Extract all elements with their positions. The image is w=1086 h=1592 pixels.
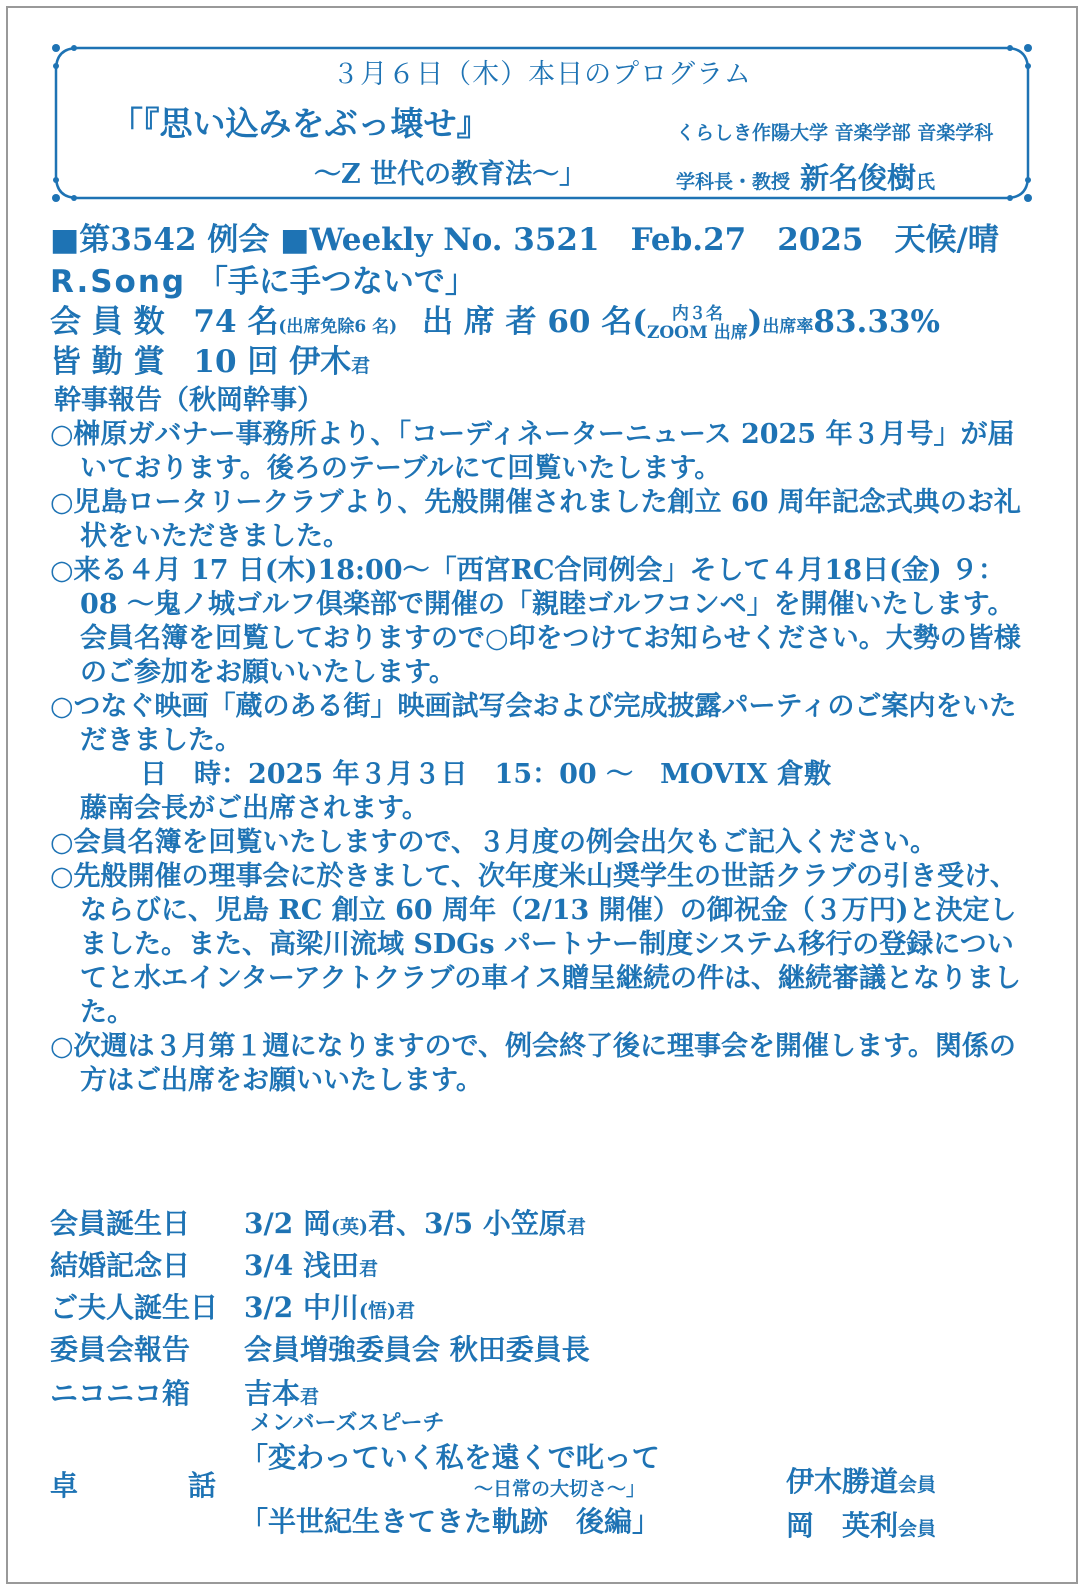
- spouse-birthday-value: [244, 1286, 415, 1326]
- attendees-note: [647, 305, 748, 343]
- niconico-honorific: 君: [300, 1386, 320, 1408]
- perfect-label: 皆 勤 賞: [50, 344, 165, 380]
- speaker-position: 学科長・教授: [676, 171, 791, 193]
- birthday-text: 3/2 岡: [244, 1207, 331, 1240]
- speech-subtitle: ～Z 世代の教育法～」: [314, 159, 587, 190]
- talk-speaker-2-honorific: 会員: [898, 1518, 937, 1540]
- members-value: 74 名: [193, 304, 279, 340]
- members-note: (出席免除6 名): [278, 317, 398, 337]
- song-label: R.Song: [50, 264, 187, 300]
- members-label: 会 員 数: [50, 304, 165, 340]
- niconico-label: ニコニコ箱: [50, 1377, 191, 1410]
- speaker-line: [676, 156, 935, 197]
- rate-label: 出席率: [762, 317, 814, 337]
- program-frame: [48, 40, 1036, 206]
- report-item: ○来る４月 17 日(木)18:00～「西宮RC合同例会」そして４月18日(金) ９：08 ～鬼ノ城ゴルフ倶楽部で開催の「親睦ゴルフコンペ」を開催いたします。会員名簿を回覧しておりますので○印をつけてお知らせください。大勢の皆様のご参加をお願いいたします。: [50, 555, 1021, 688]
- speaker-affiliation: くらしき作陽大学 音楽学部 音楽学科: [676, 122, 994, 144]
- talk-title-1: 「変わっていく私を遠くで叱って: [240, 1441, 660, 1474]
- perfect-honorific: 君: [351, 355, 371, 377]
- talk-speaker-1: [786, 1460, 936, 1500]
- birthday-honorific: 君: [566, 1216, 586, 1238]
- talk-speaker-2: [786, 1504, 936, 1544]
- talk-title-2: 「半世紀生きてきた軌跡 後編」: [240, 1505, 661, 1538]
- meeting-line: ■第3542 例会 ■Weekly No. 3521 Feb.27 2025 天候/晴: [50, 222, 999, 258]
- talk-speaker-1-honorific: 会員: [898, 1474, 937, 1496]
- song-line: [50, 256, 476, 301]
- talk-header: メンバーズスピーチ: [250, 1410, 445, 1436]
- birthday-label: 会員誕生日: [50, 1207, 191, 1240]
- program-title: ３月６日（木）本日のプログラム: [332, 59, 752, 90]
- committee-label: 委員会報告: [50, 1333, 191, 1366]
- speaker-honorific: 氏: [916, 171, 936, 193]
- birthday-small: (英): [330, 1216, 368, 1238]
- attendees-label: 出 席 者: [421, 304, 537, 340]
- report-attendance-note: 藤南会長がご出席されます。: [80, 793, 429, 824]
- spouse-birthday-label: ご夫人誕生日: [50, 1291, 219, 1324]
- spouse-honorific: 君: [395, 1300, 415, 1322]
- report-item: ○児島ロータリークラブより、先般開催されました創立 60 周年記念式典のお礼状をいただきました。: [50, 487, 1021, 552]
- wedding-value: [244, 1244, 378, 1284]
- report-item: ○会員名簿を回覧いたしますので、３月度の例会出欠もご記入ください。: [50, 827, 938, 858]
- wedding-text: 3/4 浅田: [244, 1249, 359, 1282]
- talk-speaker-1-name: 伊木勝道: [786, 1465, 899, 1498]
- spouse-small: (悟): [358, 1300, 396, 1322]
- report-schedule: 日 時：2025 年３月３日 15：00 ～ MOVIX 倉敷: [140, 759, 831, 790]
- wedding-honorific: 君: [358, 1258, 378, 1280]
- rate-value: 83.33%: [813, 304, 940, 340]
- attendees-note-top: 内３名: [671, 303, 723, 324]
- speech-title: 「『思い込みをぶっ壊せ』: [110, 104, 490, 143]
- report-item: ○次週は３月第１週になりますので、例会終了後に理事会を開催します。関係の方はご出席をお願いいたします。: [50, 1031, 1016, 1096]
- attendees-value: 60 名: [547, 304, 633, 340]
- spouse-text: 3/2 中川: [244, 1291, 359, 1324]
- talk-subtitle-1: ～日常の大切さ～」: [474, 1478, 646, 1500]
- niconico-text: 吉本: [244, 1377, 301, 1410]
- perfect-line: [50, 336, 370, 381]
- report-title: 幹事報告（秋岡幹事）: [54, 385, 324, 416]
- talk-speaker-2-name: 岡 英利: [786, 1509, 899, 1542]
- birthday-mid: 君、3/5 小笠原: [367, 1207, 567, 1240]
- speaker-name: 新名俊樹: [800, 161, 917, 195]
- birthday-value: [244, 1202, 586, 1242]
- report-item: ○榊原ガバナー事務所より、「コーディネーターニュース 2025 年３月号」が届いております。後ろのテーブルにて回覧いたします。: [50, 419, 1015, 484]
- wedding-label: 結婚記念日: [50, 1249, 191, 1282]
- perfect-value: 10 回 伊木: [193, 344, 352, 380]
- talk-label-1: 卓: [50, 1469, 79, 1502]
- report-items: [50, 418, 1030, 1098]
- song-title: 「手に手つないで」: [196, 264, 476, 300]
- committee-value: 会員増強委員会 秋田委員長: [244, 1333, 590, 1366]
- talk-label-2: 話: [188, 1469, 217, 1502]
- report-item: ○先般開催の理事会に於きまして、次年度米山奨学生の世話クラブの引き受け、ならびに、児島 RC 創立 60 周年（2/13 開催）の御祝金（３万円)と決定しました。また、高梁川流域 SDGs パートナー制度システム移行の登録についてと水エインターアクトクラブの車イス贈呈継続の件は、継続審議となりました。: [50, 861, 1021, 1028]
- members-line: 会 員 数 74 名(出席免除6 名) 出 席 者 60 名( 内３名 ZOOM 出席)出席率83.33%: [50, 303, 940, 343]
- report-item: ○つなぐ映画「蔵のある街」映画試写会および完成披露パーティのご案内をいただきました。: [50, 691, 1017, 756]
- attendees-note-bottom: ZOOM 出席: [646, 322, 748, 343]
